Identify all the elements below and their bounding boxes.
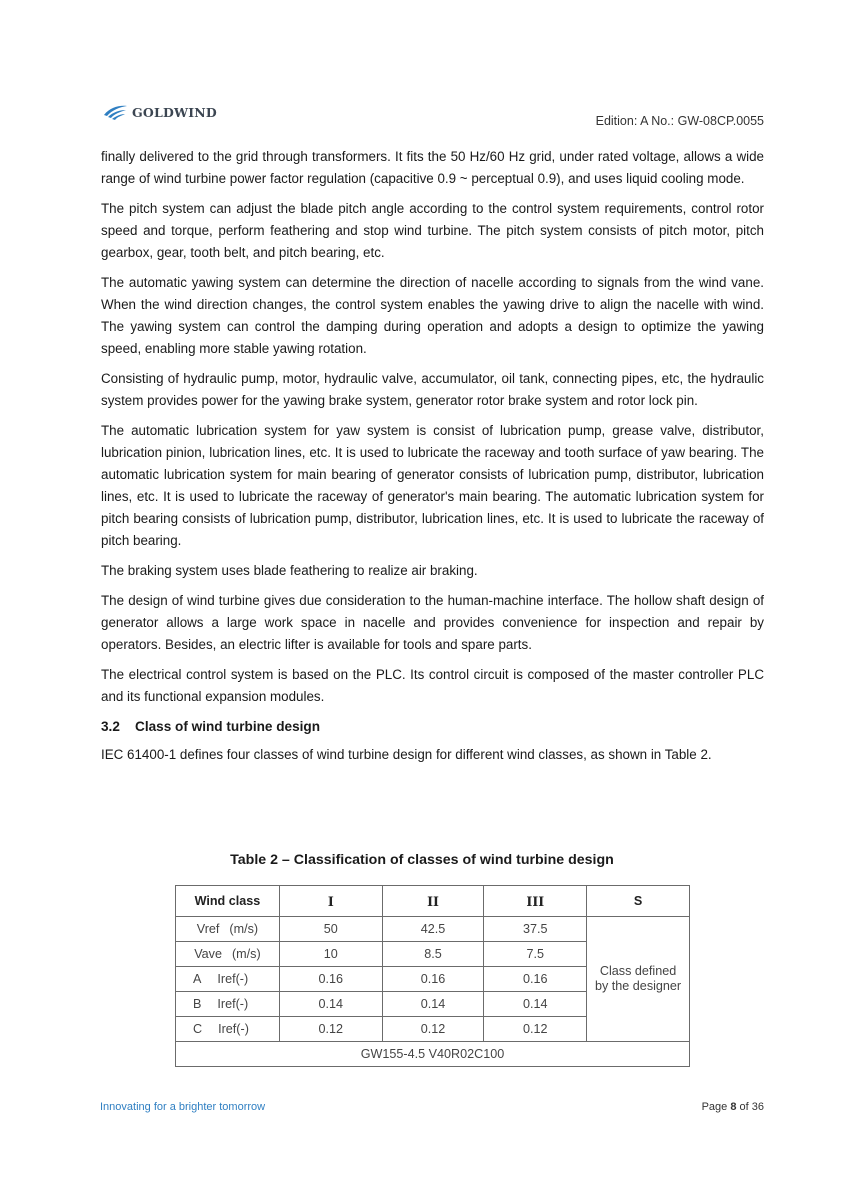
paragraph: The design of wind turbine gives due consideration to the human-machine interface. The hollow shaft design of generator allows a large work space in nacelle and provides convenience for inspection and repair by operators. Besides, an electric lifter is available for tools and spare parts. [101,593,764,652]
row-label-name: B [193,997,202,1011]
table-cell: 0.14 [484,992,587,1017]
row-label [176,947,279,961]
goldwind-logo-icon [102,104,128,120]
row-label-name: Vref [196,922,220,936]
table-cell: 0.14 [382,992,484,1017]
table-footer-cell: GW155-4.5 V40R02C100 [176,1042,690,1067]
header-cell: I [279,886,382,917]
table-cell: 0.12 [279,1017,382,1042]
table-footer-row [176,1042,690,1067]
row-label-unit: Iref(-) [218,1022,249,1036]
section-title: Class of wind turbine design [135,719,321,734]
row-label [176,997,279,1011]
table-cell: 8.5 [382,942,484,967]
paragraph: The braking system uses blade feathering to realize air braking. [101,563,478,578]
logo-text: GOLDWIND [132,104,217,120]
wind-class-table [175,885,690,1067]
row-label-name: Vave [194,947,222,961]
s-class-cell [587,917,690,1042]
table-caption: Table 2 – Classification of classes of wind turbine design [230,852,614,868]
row-label [176,922,279,936]
table-cell: 37.5 [484,917,587,942]
page-number: 8 [730,1101,737,1113]
table-cell: 0.16 [484,967,587,992]
paragraph: finally delivered to the grid through transformers. It fits the 50 Hz/60 Hz grid, under rated voltage, allows a wide range of wind turbine power factor regulation (capacitive 0.9 ~ perceptual 0.9), and uses liquid cooling mode. [101,149,764,186]
header-cell: III [484,886,587,917]
row-label-unit: (m/s) [229,922,259,936]
paragraph: Consisting of hydraulic pump, motor, hydraulic valve, accumulator, oil tank, connecting pipes, etc, the hydraulic system provides power for the yawing brake system, generator rotor brake system and rotor lock pin. [101,371,764,408]
page-prefix: Page [701,1101,731,1113]
header-cell: Wind class [176,886,280,917]
row-label [176,972,279,986]
paragraph: The automatic lubrication system for yaw system is consist of lubrication pump, grease valve, distributor, lubrication pinion, lubrication lines, etc. It is used to lubricate the raceway and tooth surface of yaw bearing. The automatic lubrication system for main bearing of generator consists of lubrication pump, distributor, lubrication lines, etc. It is used to lubricate the raceway of generator's main bearing. The automatic lubrication system for pitch bearing consists of lubrication pump, distributor, lubrication lines, etc. It is used to lubricate the raceway of pitch bearing. [101,423,764,548]
section-heading [101,716,764,738]
table-cell: 42.5 [382,917,484,942]
header-cell: S [587,886,690,917]
page-total: of 36 [736,1101,764,1113]
row-label-name: A [193,972,202,986]
page-indicator [702,1101,764,1113]
paragraph: The pitch system can adjust the blade pitch angle according to the control system requirements, control rotor speed and torque, perform feathering and stop wind turbine. The pitch system consists of pitch motor, pitch gearbox, gear, tooth belt, and pitch bearing, etc. [101,201,764,260]
table-cell: 50 [279,917,382,942]
row-label-unit: Iref(-) [217,997,249,1011]
header-cell: II [382,886,484,917]
table-cell: 0.12 [382,1017,484,1042]
s-class-text: by the designer [595,979,682,993]
table-cell: 10 [279,942,382,967]
s-class-text: Class defined [599,964,677,978]
paragraph: The automatic yawing system can determine the direction of nacelle according to signals from the wind vane. When the wind direction changes, the control system enables the yawing drive to align the nacelle with wind. The yawing system can control the damping during operation and adopts a design to optimize the yawing speed, enabling more stable yawing rotation. [101,275,764,356]
section-intro: IEC 61400-1 defines four classes of wind turbine design for different wind classes, as shown in Table 2. [101,747,712,762]
footer-slogan: Innovating for a brighter tomorrow [100,1101,266,1113]
document-body [101,146,764,774]
table-cell: 7.5 [484,942,587,967]
paragraph: The electrical control system is based on the PLC. Its control circuit is composed of the master controller PLC and its functional expansion modules. [101,667,764,704]
row-label-unit: Iref(-) [217,972,249,986]
table-row [176,917,690,942]
row-label [176,1022,279,1036]
table-cell: 0.12 [484,1017,587,1042]
goldwind-logo [102,104,217,120]
row-label-name: C [193,1022,203,1036]
table-header-row [176,886,690,917]
section-number: 3.2 [101,719,120,734]
row-label-unit: (m/s) [231,947,261,961]
table-cell: 0.16 [279,967,382,992]
table-cell: 0.14 [279,992,382,1017]
table-cell: 0.16 [382,967,484,992]
edition-number: Edition: A No.: GW-08CP.0055 [595,114,764,128]
